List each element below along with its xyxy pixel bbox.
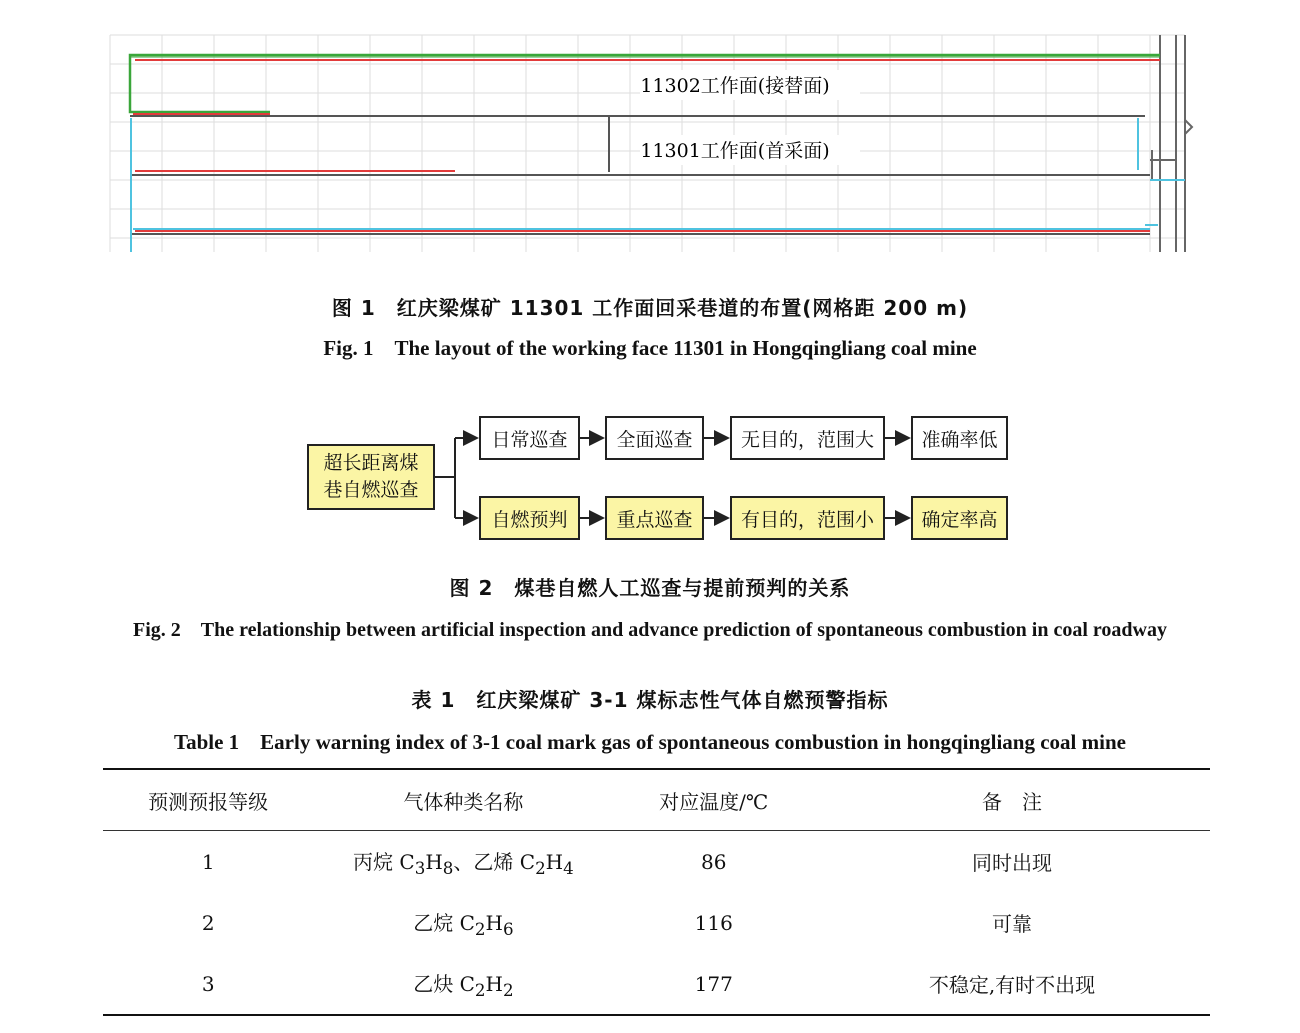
- face-11301-label: 11301工作面(首采面): [640, 140, 830, 162]
- flow-box-key-inspection: 重点巡查: [605, 496, 704, 540]
- start-line-2: 巷自燃巡查: [323, 479, 419, 501]
- table-row: [103, 953, 1210, 1015]
- figure2-caption-en: Fig. 2 The relationship between artificial inspection and advance prediction of spontaneous combustion in coal roadway: [133, 619, 1167, 641]
- table-row: [103, 892, 1210, 953]
- cell-temperature: 86: [701, 849, 727, 874]
- figure1-caption-en: Fig. 1 The layout of the working face 11301 in Hongqingliang coal mine: [323, 336, 977, 360]
- table1-caption-en: Table 1 Early warning index of 3-1 coal mark gas of spontaneous combustion in hongqingliang coal mine: [174, 730, 1126, 754]
- header-level: 预测预报等级: [103, 769, 313, 831]
- cell-gas: 乙烷 $C_2H_6$: [413, 910, 514, 939]
- cell-level: 1: [201, 849, 215, 874]
- table-header-row: [103, 769, 1210, 831]
- main-roadway-structure: [1150, 35, 1192, 252]
- flow-box-low-accuracy: 准确率低: [911, 416, 1008, 460]
- header-temperature: 对应温度/℃: [613, 769, 814, 831]
- cell-note: 可靠: [992, 912, 1033, 936]
- start-box: [307, 444, 435, 510]
- start-line-1: 超长距离煤: [323, 452, 419, 474]
- flow-box-daily-inspection: 日常巡查: [479, 416, 580, 460]
- cell-gas: 乙炔 $C_2H_2$: [313, 953, 613, 1015]
- flow-box-aimless-wide: 无目的，范围大: [730, 416, 885, 460]
- cell-note: 不稳定,有时不出现: [814, 953, 1210, 1015]
- gray-roadways: [130, 116, 1150, 234]
- flow-box-high-certainty: 确定率高: [911, 496, 1008, 540]
- flow-box-self-ignition-prediction: 自燃预判: [479, 496, 580, 540]
- cell-gas: 丙烷 $C_3H_8$、乙烯 $C_2H_4$: [353, 849, 574, 878]
- table-row: [103, 831, 1210, 893]
- face-11302-label: 11302工作面(接替面): [640, 75, 830, 97]
- flow-box-targeted-narrow: 有目的，范围小: [730, 496, 885, 540]
- header-gas: 气体种类名称: [313, 769, 613, 831]
- header-note: 备 注: [814, 769, 1210, 831]
- warning-index-table: [103, 768, 1210, 1016]
- roadway-layout-figure: [0, 0, 1300, 265]
- flow-box-full-inspection: 全面巡查: [605, 416, 704, 460]
- figure2-caption-zh: 图 2 煤巷自燃人工巡查与提前预判的关系: [449, 576, 851, 600]
- cell-note: 同时出现: [972, 851, 1053, 875]
- figure1-caption-zh: 图 1 红庆梁煤矿 11301 工作面回采巷道的布置(网格距 200 m): [331, 296, 969, 320]
- cell-temperature: 177: [613, 953, 814, 1015]
- table1-caption-zh: 表 1 红庆梁煤矿 3-1 煤标志性气体自燃预警指标: [411, 688, 889, 712]
- cell-temperature: 116: [694, 910, 733, 935]
- cell-level: 2: [201, 910, 215, 935]
- cell-level: 3: [103, 953, 313, 1015]
